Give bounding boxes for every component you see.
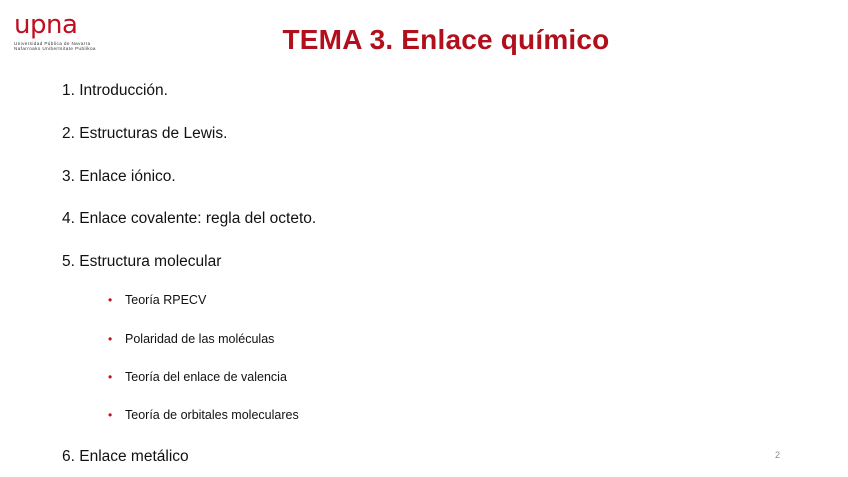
bullet-icon: • <box>108 408 113 422</box>
bullet-icon: • <box>108 370 113 384</box>
item-estructuras-lewis: 2. Estructuras de Lewis. <box>62 125 228 142</box>
logo-wordmark: upna <box>14 10 78 40</box>
subitem-label: Teoría del enlace de valencia <box>125 370 287 384</box>
item-estructura-molecular: 5. Estructura molecular <box>62 253 222 270</box>
bullet-icon: • <box>108 332 113 346</box>
page-number: 2 <box>775 450 781 460</box>
item-enlace-covalente: 4. Enlace covalente: regla del octeto. <box>62 210 317 227</box>
upna-logo <box>14 12 104 51</box>
subitem-polaridad <box>108 332 274 346</box>
bullet-icon: • <box>108 293 113 307</box>
logo-subtitle-2: Nafarroako Unibertsitate Publikoa <box>14 46 96 52</box>
subitem-label: Teoría de orbitales moleculares <box>125 408 299 422</box>
logo-subtitle-1: Universidad Pública de Navarra <box>14 41 91 46</box>
subitem-rpecv <box>108 293 206 307</box>
item-enlace-metalico: 6. Enlace metálico <box>62 448 189 465</box>
slide-title: TEMA 3. Enlace químico <box>282 24 610 55</box>
item-enlace-ionico: 3. Enlace iónico. <box>62 168 176 185</box>
subitem-label: Polaridad de las moléculas <box>125 332 275 346</box>
subitem-enlace-valencia <box>108 370 287 384</box>
subitem-orbitales-moleculares <box>108 408 299 422</box>
item-introduccion: 1. Introducción. <box>62 82 168 99</box>
subitem-label: Teoría RPECV <box>125 293 207 307</box>
